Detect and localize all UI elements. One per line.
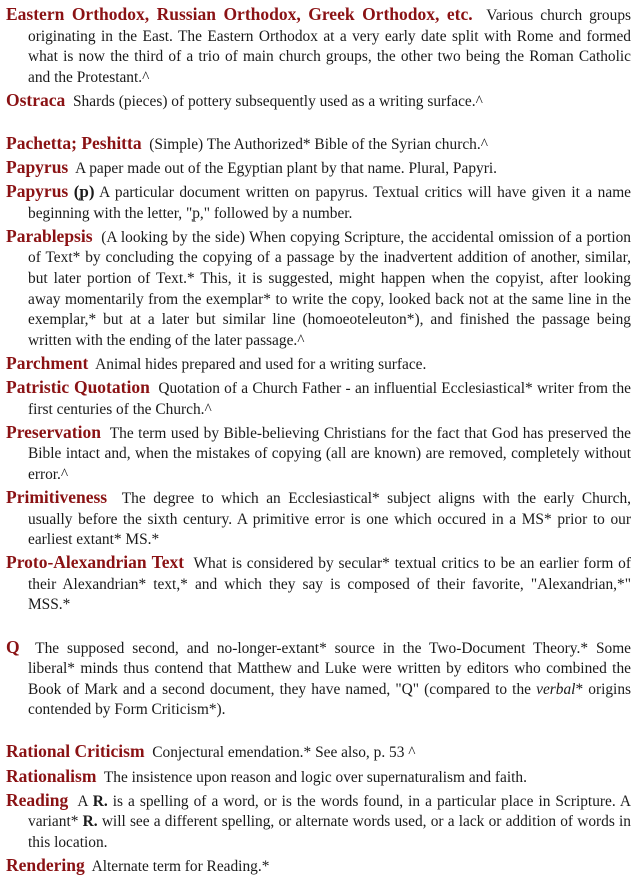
entry-reading [6,790,631,854]
entry-definition: The insistence upon reason and logic over supernaturalism and faith. [103,768,527,786]
section-gap [6,618,631,637]
entry-eastern-orthodox [6,4,631,88]
entry-pachetta-peshitta [6,133,631,156]
entry-proto-alexandrian-text [6,552,631,616]
entry-definition: Various church groups originating in the East. The Eastern Orthodox at a very early date split with Rome and formed what is now the third of a trio of main church groups, the other two being the Roman Catholic and the Protestant.^ [28,7,632,86]
entry-term: Parablepsis [6,225,93,246]
entry-definition: The supposed second, and no-longer-extant* source in the Two-Document Theory.* Some liberal* minds thus contend that Matthew and Luke were written by editors who combined the Book of Mark and a second document, they have named, "Q" (compared to the [28,639,632,698]
entry-term: Papyrus [6,157,69,178]
entry-rationalism [6,766,631,789]
entry-term: Q [6,636,20,657]
entry-papyrus-material [6,157,631,180]
reading-abbreviation: R. [92,792,108,810]
entry-term: Preservation [6,421,101,442]
entry-term: Rational Criticism [6,741,145,762]
entry-rendering [6,855,631,877]
entry-definition: A particular document written on papyrus. Textual critics will have given it a name beginning with the letter, "̩p," followed by a number. [28,184,632,222]
entry-primitiveness [6,487,631,551]
entry-definition: Conjectural emendation.* See also, p. 53 ^ [152,744,416,762]
entry-definition: The term used by Bible-believing Christians for the fact that God has preserved the Bible intact and, when the mistakes of copying (all are known) are removed, completely without error.^ [28,424,631,483]
entry-definition: will see a different spelling, or alternate words used, or a lack or addition of words in this location. [28,813,632,851]
papyrus-symbol: (̩p) [73,182,95,202]
entry-q [6,637,631,721]
entry-rational-criticism [6,741,631,764]
entry-definition: Quotation of a Church Father - an influential Ecclesiastical* writer from the first centuries of the Church.^ [28,380,631,418]
entry-term: Proto-Alexandrian Text [6,552,185,573]
entry-term: Parchment [6,352,89,373]
entry-term: Rationalism [6,765,97,786]
entry-term: Reading [6,789,69,810]
entry-patristic-quotation [6,377,631,420]
entry-definition: A [77,792,88,810]
entry-definition: (A looking by the side) When copying Scripture, the accidental omission of a portion of Text* by concluding the copying of a passage by the inadvertent addition of another, similar, but later portion of Text.* This, it is suggested, might happen when the copyist, after looking away momentarily from the exemplar* to write the copy, looked back not at the same line in the exemplar,* but at a later but similar line (homoeoteleuton*), and finished the passage being written with the ending of the later passage.^ [28,228,631,349]
entry-definition: is a spelling of a word, or is the words found, in a particular place in Scripture. A variant* [28,792,631,831]
entry-definition: Animal hides prepared and used for a writing surface. [95,355,427,373]
entry-definition: * origins contended by Form Criticism*). [28,680,631,719]
entry-definition: Shards (pieces) of pottery subsequently used as a writing surface.^ [73,92,483,110]
entry-definition-italic: verbal [536,680,576,698]
entry-term: Primitiveness [6,486,108,507]
entry-ostraca [6,90,631,113]
entry-definition: Alternate term for Reading.* [91,857,270,875]
entry-definition: The degree to which an Ecclesiastical* subject aligns with the early Church, usually before the sixth century. A primitive error is one which occured in a MS* prior to our earliest extant* MS.* [28,489,631,549]
section-gap [6,722,631,741]
entry-term: Papyrus [6,181,69,202]
entry-term: Patristic Quotation [6,377,150,397]
entry-preservation [6,422,631,486]
entry-papyrus-document [6,181,631,224]
reading-abbreviation: R. [82,813,98,831]
entry-definition: What is considered by secular* textual critics to be an earlier form of their Alexandrian* text,* and which they say is composed of their favorite, "Alexandrian,*" MSS.* [28,555,632,614]
entry-term: Ostraca [6,89,66,110]
entry-term: Rendering [6,854,85,875]
section-gap [6,114,631,133]
entry-definition: A paper made out of the Egyptian plant by that name. Plural, Papyri. [75,160,497,178]
entry-term: Eastern Orthodox, Russian Orthodox, Greek Orthodox, etc. [6,4,473,24]
entry-term: Pachetta; Peshitta [6,132,142,153]
entry-definition: (Simple) The Authorized* Bible of the Syrian church.^ [149,135,488,153]
entry-parchment [6,353,631,376]
entry-parablepsis [6,226,631,352]
